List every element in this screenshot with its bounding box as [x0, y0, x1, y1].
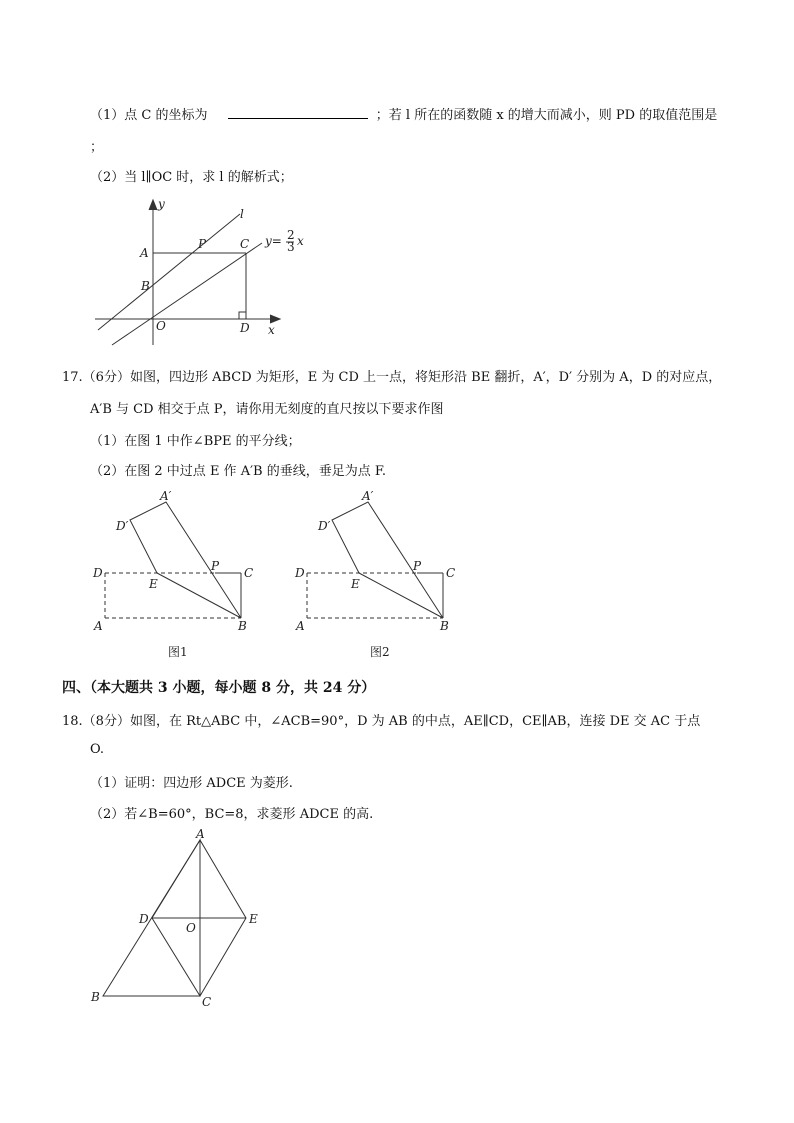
label-l: l [240, 207, 244, 221]
figure-caption: 图2 [370, 645, 390, 659]
label-D: D [139, 912, 149, 926]
label-D: D [295, 566, 305, 580]
label-A: A [296, 619, 305, 633]
frac-den: 3 [287, 240, 295, 254]
q17-figure-1 [92, 489, 253, 659]
label-O: O [186, 921, 196, 935]
label-P: P [413, 559, 422, 573]
label-B: B [440, 619, 449, 633]
q18-line1: 18.（8分）如图，在 Rt△ABC 中，∠ACB=90°，D 为 AB 的中点，AE∥CD，CE∥AB，连接 DE 交 AC 于点 [62, 714, 701, 729]
label-D: D [240, 321, 250, 335]
label-A-prime: A′ [362, 489, 374, 503]
q18-part2: （2）若∠B=60°，BC=8，求菱形 ADCE 的高. [90, 807, 374, 822]
label-B: B [91, 990, 100, 1004]
q17-line2: A′B 与 CD 相交于点 P，请你用无刻度的直尺按以下要求作图 [90, 402, 444, 417]
label-eq: y= [265, 234, 282, 248]
q16-part2: （2）当 l∥OC 时，求 l 的解析式； [90, 170, 293, 185]
label-C: C [202, 995, 212, 1009]
label-eq-x: x [297, 234, 304, 248]
label-x: x [268, 323, 275, 337]
q17-part1: （1）在图 1 中作∠BPE 的平分线； [90, 434, 301, 449]
q17-part2: （2）在图 2 中过点 E 作 A′B 的垂线，垂足为点 F. [90, 464, 386, 479]
section-heading: 四、（本大题共 3 小题，每小题 8 分，共 24 分） [62, 680, 376, 696]
label-C: C [244, 566, 254, 580]
q16-part1-text: （1）点 C 的坐标为 [90, 108, 208, 123]
label-C: C [240, 237, 250, 251]
label-O: O [156, 319, 166, 333]
label-D-prime: D′ [318, 519, 331, 533]
label-B: B [238, 619, 247, 633]
q17-figure-2 [294, 489, 455, 659]
label-E: E [149, 577, 158, 591]
figure-caption: 图1 [168, 645, 188, 659]
label-A: A [94, 619, 103, 633]
label-C: C [446, 566, 456, 580]
label-D-prime: D′ [116, 519, 129, 533]
label-E: E [249, 912, 258, 926]
q18-figure [90, 827, 258, 1009]
label-D: D [93, 566, 103, 580]
q18-part1: （1）证明：四边形 ADCE 为菱形. [90, 776, 293, 791]
q16-figure [95, 197, 304, 345]
label-P: P [198, 237, 207, 251]
label-B: B [141, 279, 150, 293]
q17-line1: 17.（6分）如图，四边形 ABCD 为矩形，E 为 CD 上一点，将矩形沿 BE 翻折，A′，D′ 分别为 A，D 的对应点， [62, 370, 722, 385]
q16-part1-end: ； [90, 140, 104, 155]
label-A: A [140, 246, 149, 260]
q16-part1-text-b: ；若 l 所在的函数随 x 的增大而减小，则 PD 的取值范围是 [375, 108, 718, 123]
label-P: P [211, 559, 220, 573]
label-E: E [351, 577, 360, 591]
frac-num: 2 [287, 228, 295, 242]
label-A: A [196, 827, 205, 841]
label-y: y [158, 197, 165, 211]
label-A-prime: A′ [160, 489, 172, 503]
q18-line2: O. [90, 742, 105, 757]
